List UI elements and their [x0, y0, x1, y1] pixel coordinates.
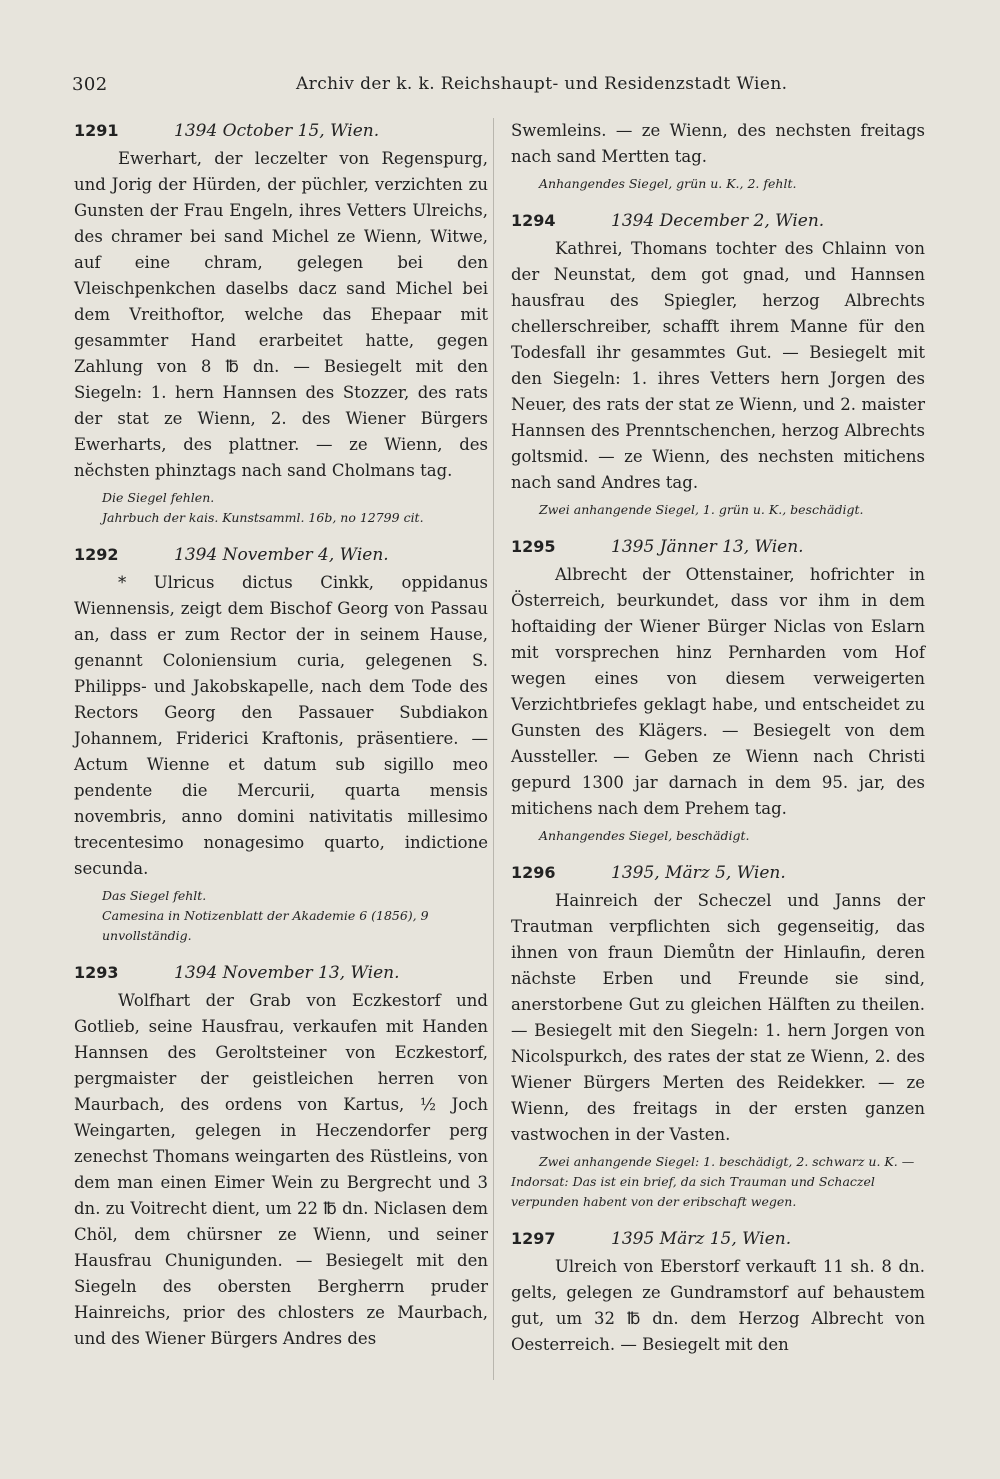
entry-text: Swemleins. — ze Wienn, des nechsten freitags nach sand Mertten tag. [511, 121, 925, 166]
page-number: 302 [72, 74, 108, 95]
entry-number: 1295 [511, 537, 556, 556]
right-column [511, 118, 925, 1372]
entry-number: 1296 [511, 863, 556, 882]
entry-note: Das Siegel fehlt. [102, 888, 207, 903]
entry-text: Ewerhart, der leczelter von Regenspurg, und Jorig der Hürden, der püchler, verzichten zu Gunsten der Frau Engeln, ihres Vetters Ulreichs, des chramer bei sand Michel ze Wienn, Witwe, auf eine chram, gelegen bei den Vleischpenkchen daselbs dacz sand Michel bei dem Vreithoftor, welche das Ehepaar mit gesammter Hand erarbeitet hatte, gegen Zahlung von 8 ℔ dn. — Besiegelt mit den Siegeln: 1. hern Hannsen des Stozzer, des rats der stat ze Wienn, 2. des Wiener Bürgers Ewerharts, des plattner. — ze Wienn, des nĕchsten phinztags nach sand Cholmans tag. [74, 149, 488, 480]
entry-text: Wolfhart der Grab von Eczkestorf und Gotlieb, seine Hausfrau, verkaufen mit Handen Hannsen des Geroltsteiner von Eczkestorf, pergmaister der geistleichen herren von Maurbach, des ordens von Kartus, ½ Joch Weingarten, gelegen in Heczendorfer perg zenechst Thomans weingarten des Rüstleins, von dem man einen Eimer Wein zu Bergrecht und 3 dn. zu Voitrecht dient, um 22 ℔ dn. Niclasen dem Chöl, dem chürsner ze Wienn, und seiner Hausfrau Chunigunden. — Besiegelt mit den Siegeln des obersten Bergherrn pruder Hainreichs, prior des chlosters ze Maurbach, und des Wiener Bürgers Andres des [74, 991, 488, 1348]
entry-1294 [511, 208, 925, 520]
entry-1293 [74, 960, 488, 1352]
entry-number: 1294 [511, 211, 556, 230]
entry-note: Jahrbuch der kais. Kunstsamml. 16b, no 12799 cit. [102, 510, 424, 525]
entry-date: 1395 März 15, Wien. [611, 1229, 792, 1249]
entry-number: 1293 [74, 963, 119, 982]
entry-note: Anhangendes Siegel, grün u. K., 2. fehlt. [539, 176, 797, 191]
entry-text: Hainreich der Scheczel und Janns der Trautman verpflichten sich gegenseitig, das ihnen von fraun Diemůtn der Hinlaufin, deren nächste Erben und Freunde sie sind, anerstorbene Gut zu gleichen Hälften zu theilen. — Besiegelt mit den Siegeln: 1. hern Jorgen von Nicolspurkch, des rates der stat ze Wienn, 2. des Wiener Bürgers Merten des Reidekker. — ze Wienn, des freitags in der ersten ganzen vastwochen in der Vasten. [511, 891, 925, 1144]
entry-note: Camesina in Notizenblatt der Akademie 6 (1856), 9 unvollständig. [102, 908, 429, 943]
entry-date: 1395, März 5, Wien. [611, 863, 786, 883]
entry-1291 [74, 118, 488, 528]
entry-text: Albrecht der Ottenstainer, hofrichter in Österreich, beurkundet, dass vor ihm in dem hoftaiding der Wiener Bürger Niclas von Eslarn mit vorsprechen hinz Pernharden vom Hof wegen eines von diesem verweigerten Verzichtbriefes geklagt habe, und entscheidet zu Gunsten des Klägers. — Besiegelt von dem Aussteller. — Geben ze Wienn nach Christi gepurd 1300 jar darnach in dem 95. jar, des mitichens nach dem Prehem tag. [511, 565, 925, 818]
left-column [74, 118, 488, 1366]
entry-1297 [511, 1226, 925, 1358]
entry-note: Zwei anhangende Siegel: 1. beschädigt, 2. schwarz u. K. — Indorsat: Das ist ein brief, da sich Trauman und Schaczel verpunden habent von der eribschaft wegen. [511, 1154, 915, 1209]
entry-number: 1297 [511, 1229, 556, 1248]
entry-date: 1395 Jänner 13, Wien. [611, 537, 804, 557]
entry-note: Anhangendes Siegel, beschädigt. [539, 828, 750, 843]
entry-date: 1394 October 15, Wien. [174, 121, 380, 141]
entry-text: Ulreich von Eberstorf verkauft 11 sh. 8 dn. gelts, gelegen ze Gundramstorf auf behaustem gut, um 32 ℔ dn. dem Herzog Albrecht von Oesterreich. — Besiegelt mit den [511, 1257, 925, 1354]
entry-1293-continued [511, 118, 925, 194]
entry-text: Kathrei, Thomans tochter des Chlainn von der Neunstat, dem got gnad, und Hannsen hausfrau des Spiegler, herzog Albrechts chellerschreiber, schafft ihrem Manne für den Todesfall ihr gesammtes Gut. — Besiegelt mit den Siegeln: 1. ihres Vetters hern Jorgen des Neuer, des rats der stat ze Wienn, und 2. maister Hannsen des Prenntschenchen, herzog Albrechts goltsmid. — ze Wienn, des nechsten mitichens nach sand Andres tag. [511, 239, 925, 492]
entry-note: Die Siegel fehlen. [102, 490, 215, 505]
entry-1292 [74, 542, 488, 946]
entry-date: 1394 December 2, Wien. [611, 211, 825, 231]
entry-date: 1394 November 13, Wien. [174, 963, 400, 983]
entry-text: * Ulricus dictus Cinkk, oppidanus Wiennensis, zeigt dem Bischof Georg von Passau an, dass er zum Rector der in seinem Hause, genannt Coloniensium curia, gelegenen S. Philipps- und Jakobskapelle, nach dem Tode des Rectors Georg den Passauer Subdiakon Johannem, Friderici Kraftonis, präsentiere. — Actum Wienne et datum sub sigillo meo pendente die Mercurii, quarta mensis novembris, anno domini nativitatis millesimo trecentesimo nonagesimo quarto, indictione secunda. [74, 573, 488, 878]
entry-1296 [511, 860, 925, 1212]
column-divider [493, 118, 494, 1380]
running-title: Archiv der k. k. Reichshaupt- und Residenzstadt Wien. [296, 74, 788, 94]
entry-number: 1291 [74, 121, 119, 140]
entry-1295 [511, 534, 925, 846]
entry-date: 1394 November 4, Wien. [174, 545, 389, 565]
entry-number: 1292 [74, 545, 119, 564]
entry-note: Zwei anhangende Siegel, 1. grün u. K., beschädigt. [539, 502, 864, 517]
